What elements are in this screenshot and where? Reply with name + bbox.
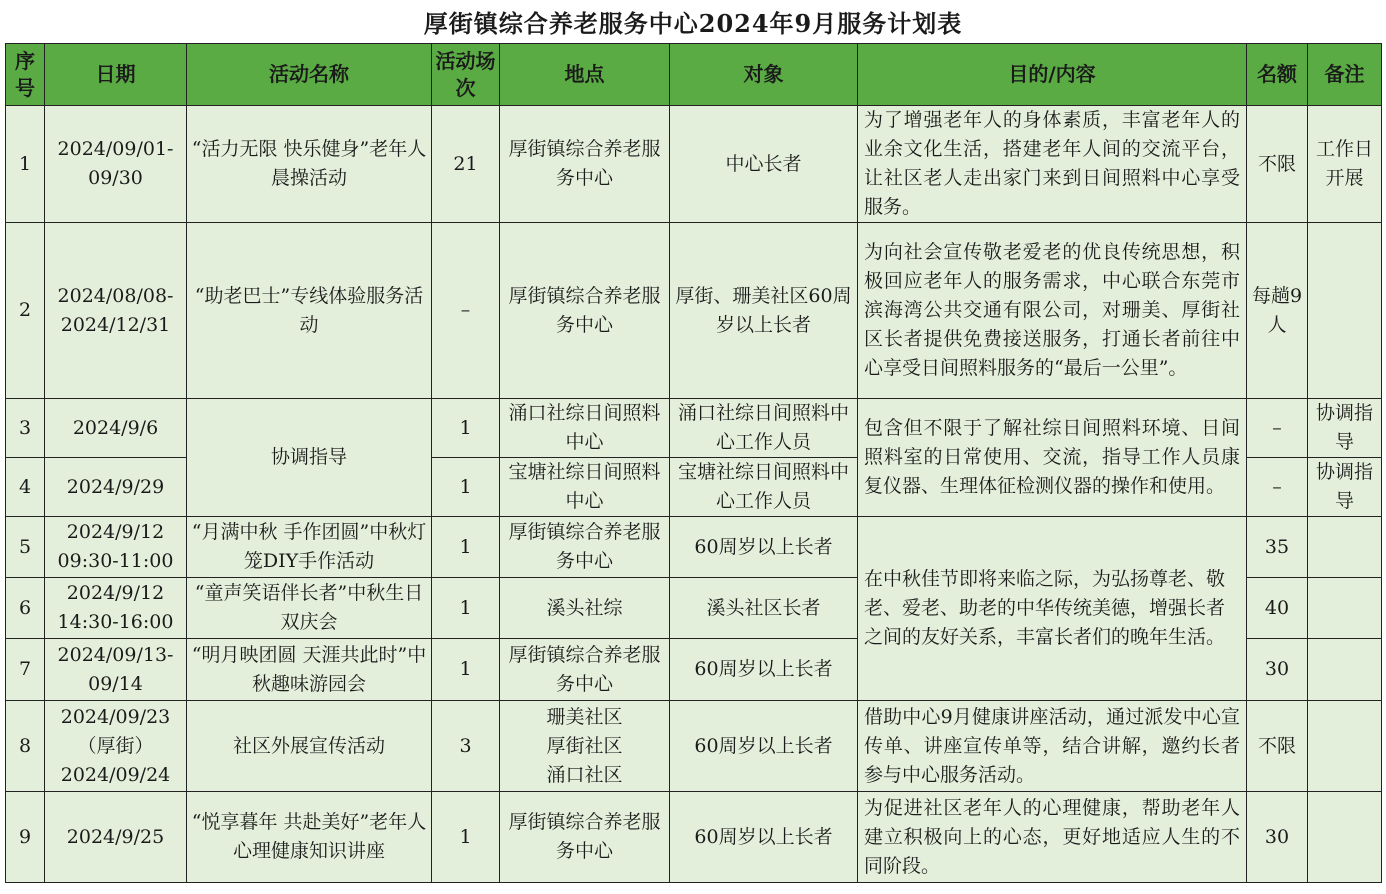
table-header-row (6, 44, 1382, 106)
table-row (6, 106, 1382, 223)
cell-date: 2024/09/13-09/14 (45, 639, 187, 701)
cell-seq: 9 (6, 792, 45, 883)
cell-target: 60周岁以上长者 (670, 701, 858, 792)
cell-sessions: 21 (432, 106, 500, 223)
cell-place: 宝塘社综日间照料中心 (500, 458, 670, 517)
cell-quota: 不限 (1247, 106, 1308, 223)
header-name: 活动名称 (187, 44, 432, 106)
cell-date (45, 701, 187, 792)
cell-name: 协调指导 (187, 399, 432, 517)
cell-date: 2024/9/12 14:30-16:00 (45, 578, 187, 639)
cell-target: 溪头社区长者 (670, 578, 858, 639)
cell-name: “童声笑语伴长者”中秋生日双庆会 (187, 578, 432, 639)
cell-seq: 8 (6, 701, 45, 792)
cell-name: “明月映团圆 天涯共此时”中秋趣味游园会 (187, 639, 432, 701)
cell-place: 厚街镇综合养老服务中心 (500, 792, 670, 883)
cell-target: 涌口社综日间照料中心工作人员 (670, 399, 858, 458)
cell-place: 厚街镇综合养老服务中心 (500, 106, 670, 223)
cell-sessions: 1 (432, 399, 500, 458)
header-place: 地点 (500, 44, 670, 106)
cell-purpose: 为向社会宣传敬老爱老的优良传统思想，积极回应老年人的服务需求，中心联合东莞市滨海湾公共交通有限公司，对珊美、厚街社区长者提供免费接送服务，打通长者前往中心享受日间照料服务的“最后一公里”。 (858, 223, 1247, 399)
date-line: 2024/09/23 (60, 705, 171, 728)
cell-date: 2024/9/6 (45, 399, 187, 458)
header-remark: 备注 (1308, 44, 1382, 106)
cell-remark (1308, 517, 1382, 578)
cell-target: 60周岁以上长者 (670, 792, 858, 883)
cell-sessions: 1 (432, 792, 500, 883)
service-plan-table (5, 43, 1382, 883)
cell-quota: 30 (1247, 639, 1308, 701)
cell-date: 2024/9/29 (45, 458, 187, 517)
cell-name: “悦享暮年 共赴美好”老年人心理健康知识讲座 (187, 792, 432, 883)
cell-name: 社区外展宣传活动 (187, 701, 432, 792)
cell-quota: 30 (1247, 792, 1308, 883)
cell-name: “助老巴士”专线体验服务活动 (187, 223, 432, 399)
cell-seq: 6 (6, 578, 45, 639)
cell-remark (1308, 792, 1382, 883)
cell-place: 溪头社综 (500, 578, 670, 639)
table-row (6, 223, 1382, 399)
cell-target: 60周岁以上长者 (670, 517, 858, 578)
cell-seq: 2 (6, 223, 45, 399)
cell-quota: 不限 (1247, 701, 1308, 792)
header-quota: 名额 (1247, 44, 1308, 106)
cell-sessions: 3 (432, 701, 500, 792)
header-target: 对象 (670, 44, 858, 106)
cell-remark: 协调指导 (1308, 399, 1382, 458)
cell-purpose: 包含但不限于了解社综日间照料环境、日间照料室的日常使用、交流，指导工作人员康复仪器、生理体征检测仪器的操作和使用。 (858, 399, 1247, 517)
cell-date: 2024/08/08-2024/12/31 (45, 223, 187, 399)
cell-quota: – (1247, 399, 1308, 458)
table-row (6, 792, 1382, 883)
cell-sessions: 1 (432, 458, 500, 517)
cell-remark (1308, 223, 1382, 399)
cell-quota: 35 (1247, 517, 1308, 578)
cell-sessions: 1 (432, 639, 500, 701)
cell-name: “月满中秋 手作团圆”中秋灯笼DIY手作活动 (187, 517, 432, 578)
cell-date: 2024/9/12 09:30-11:00 (45, 517, 187, 578)
cell-quota: 每趟9人 (1247, 223, 1308, 399)
header-purpose: 目的/内容 (858, 44, 1247, 106)
cell-seq: 3 (6, 399, 45, 458)
cell-remark (1308, 578, 1382, 639)
cell-place: 涌口社综日间照料中心 (500, 399, 670, 458)
cell-target: 宝塘社综日间照料中心工作人员 (670, 458, 858, 517)
header-sessions: 活动场次 (432, 44, 500, 106)
cell-seq: 7 (6, 639, 45, 701)
cell-seq: 5 (6, 517, 45, 578)
table-row (6, 701, 1382, 792)
place-line: 厚街社区 (546, 734, 623, 757)
date-line: （厚街） (77, 734, 154, 757)
cell-quota: – (1247, 458, 1308, 517)
cell-place: 厚街镇综合养老服务中心 (500, 223, 670, 399)
cell-purpose: 为了增强老年人的身体素质，丰富老年人的业余文化生活，搭建老年人间的交流平台，让社区老人走出家门来到日间照料中心享受服务。 (858, 106, 1247, 223)
header-date: 日期 (45, 44, 187, 106)
page-title: 厚街镇综合养老服务中心2024年9月服务计划表 (423, 8, 963, 38)
header-seq: 序号 (6, 44, 45, 106)
cell-place: 厚街镇综合养老服务中心 (500, 639, 670, 701)
cell-sessions: 1 (432, 578, 500, 639)
cell-seq: 4 (6, 458, 45, 517)
table-row (6, 517, 1382, 578)
cell-name: “活力无限 快乐健身”老年人晨操活动 (187, 106, 432, 223)
cell-target: 中心长者 (670, 106, 858, 223)
date-line: 2024/09/24 (60, 763, 171, 786)
place-line: 涌口社区 (546, 763, 623, 786)
cell-date: 2024/9/25 (45, 792, 187, 883)
cell-place: 厚街镇综合养老服务中心 (500, 517, 670, 578)
cell-remark: 协调指导 (1308, 458, 1382, 517)
cell-target: 厚街、珊美社区60周岁以上长者 (670, 223, 858, 399)
table-row (6, 399, 1382, 458)
cell-purpose: 在中秋佳节即将来临之际，为弘扬尊老、敬老、爱老、助老的中华传统美德，增强长者之间的友好关系，丰富长者们的晚年生活。 (858, 517, 1247, 701)
cell-sessions: 1 (432, 517, 500, 578)
cell-purpose: 为促进社区老年人的心理健康，帮助老年人建立积极向上的心态，更好地适应人生的不同阶段。 (858, 792, 1247, 883)
cell-quota: 40 (1247, 578, 1308, 639)
cell-purpose: 借助中心9月健康讲座活动，通过派发中心宣传单、讲座宣传单等，结合讲解，邀约长者参与中心服务活动。 (858, 701, 1247, 792)
cell-remark (1308, 701, 1382, 792)
cell-target: 60周岁以上长者 (670, 639, 858, 701)
cell-remark (1308, 639, 1382, 701)
cell-place (500, 701, 670, 792)
cell-sessions: – (432, 223, 500, 399)
place-line: 珊美社区 (546, 705, 623, 728)
cell-remark: 工作日开展 (1308, 106, 1382, 223)
cell-seq: 1 (6, 106, 45, 223)
cell-date: 2024/09/01-09/30 (45, 106, 187, 223)
